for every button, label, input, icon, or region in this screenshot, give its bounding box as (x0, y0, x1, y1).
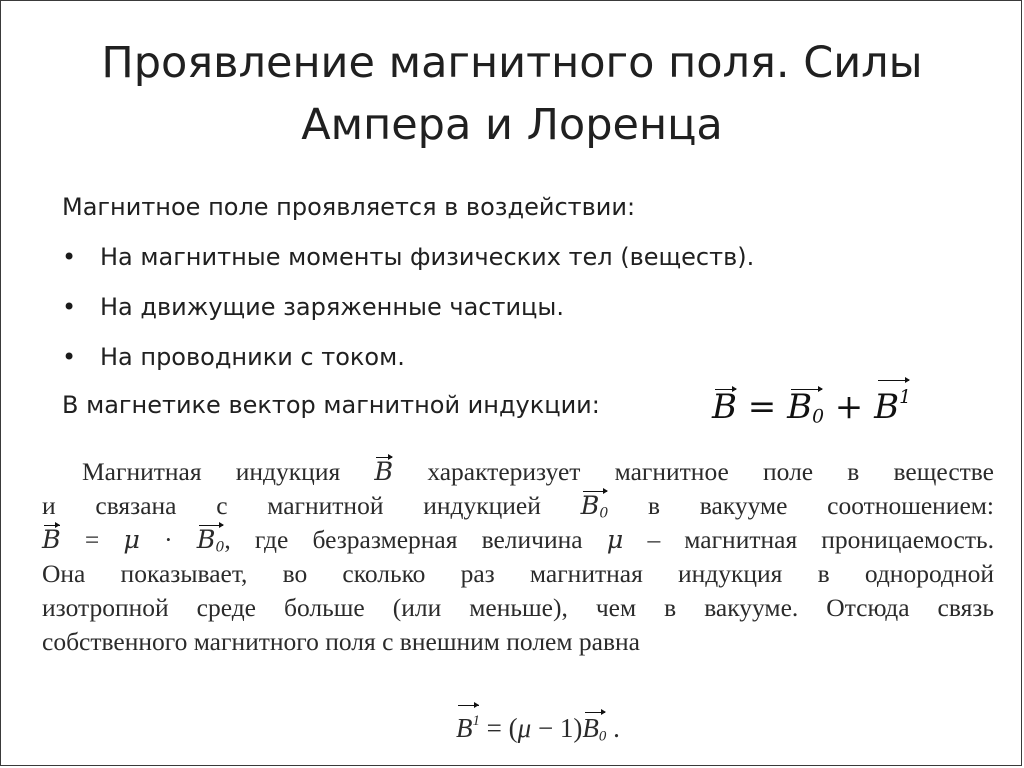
title-line-1: Проявление магнитного поля. Силы (101, 38, 923, 88)
plus-sign: + (824, 386, 875, 427)
inline-formula-b-mu-b0: $B = \mu \cdot B_0$ (42, 525, 224, 554)
bullet-2: На движущие заряженные частицы. (100, 293, 564, 321)
equals-sign: = (737, 386, 788, 427)
vector-b0: $B_0$ (582, 710, 606, 755)
intro-text: Магнитное поле проявляется в воздействии: (62, 193, 636, 221)
slide-title (40, 32, 984, 156)
vector-b0: $B_0$ (787, 387, 824, 438)
bullet-1-dot: • (62, 243, 77, 271)
scan-line-2: и связана с магнитной индукцией $B_0$ в вакууме соотношением: (42, 489, 994, 523)
scanned-paragraph (42, 455, 994, 659)
vector-b: B (712, 386, 737, 427)
induction-sum-formula (712, 378, 911, 438)
scan-line-6: собственного магнитного поля с внешним полем равна (42, 627, 640, 656)
scan-line-1: Магнитная индукция B характеризует магнитное поле в веществе (82, 457, 994, 487)
scan-line-5: изотропной среде больше (или меньше), чем в вакууме. Отсюда связь (42, 593, 994, 622)
vector-line-text: В магнетике вектор магнитной индукции: (62, 391, 600, 419)
bullet-1: На магнитные моменты физических тел (веществ). (100, 243, 755, 271)
own-field-formula: $B^1 = (\mu - 1)B_0$ . (456, 703, 620, 755)
bullet-3: На проводники с током. (100, 343, 405, 371)
vector-b0: $B_0$ (581, 489, 609, 531)
title-line-2: Ампера и Лоренца (301, 100, 723, 150)
mu-symbol: μ (606, 525, 624, 555)
bullet-2-dot: • (62, 293, 77, 321)
bullet-3-dot: • (62, 343, 77, 371)
vector-b: B (374, 457, 394, 487)
vector-b1: $B^1$ (456, 703, 480, 746)
scan-line-3: $B = \mu \cdot B_0$, где безразмерная величина μ – магнитная проницаемость. (42, 523, 994, 557)
scan-line-4: Она показывает, во сколько раз магнитная индукция в однородной (42, 559, 994, 588)
mu-symbol: μ (517, 712, 532, 743)
vector-b1: $B^1$ (874, 378, 911, 427)
